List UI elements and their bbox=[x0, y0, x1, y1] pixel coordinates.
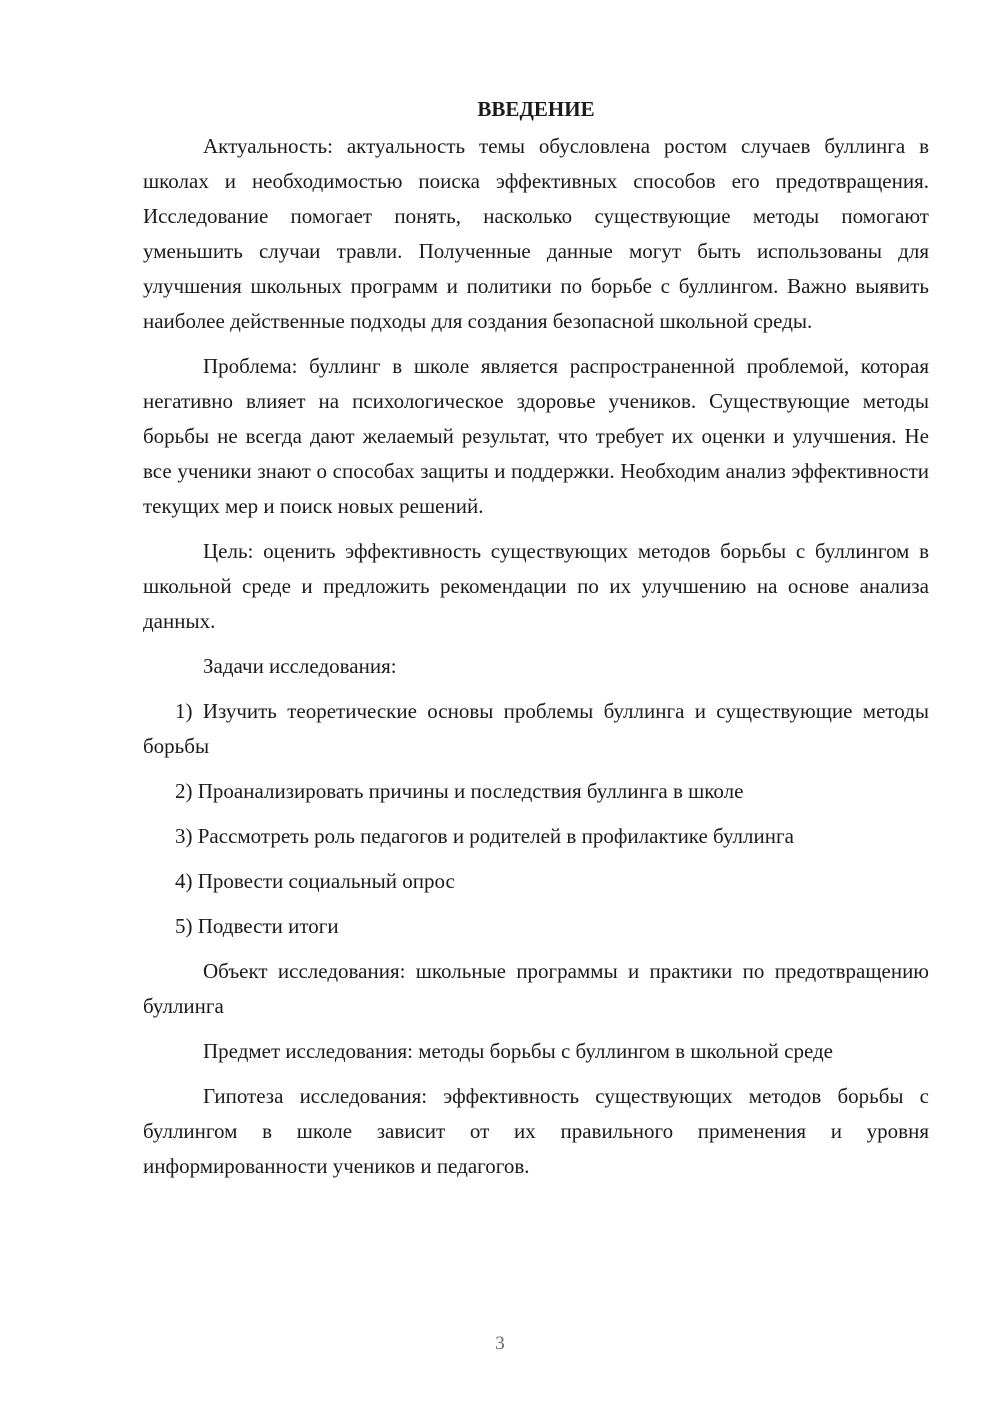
paragraph-problem: Проблема: буллинг в школе является распространенной проблемой, которая негативно влияет на психологическое здоровье учеников. Существующие методы борьбы не всегда дают желаемый результат, что требует их оценки и улучшения. Не все ученики знают о способах защиты и поддержки. Необходим анализ эффективности текущих мер и поиск новых решений. bbox=[143, 354, 929, 518]
section-heading: ВВЕДЕНИЕ bbox=[477, 97, 595, 121]
paragraph-subject: Предмет исследования: методы борьбы с буллингом в школьной среде bbox=[203, 1039, 833, 1063]
task-item-4: 4) Провести социальный опрос bbox=[175, 869, 455, 893]
document-page bbox=[143, 92, 929, 1194]
paragraph-relevance: Актуальность: актуальность темы обусловлена ростом случаев буллинга в школах и необходимостью поиска эффективных способов его предотвращения. Исследование помогает понять, насколько существующие методы помогают уменьшить случаи травли. Полученные данные могут быть использованы для улучшения школьных программ и политики по борьбе с буллингом. Важно выявить наиболее действенные подходы для создания безопасной школьной среды. bbox=[143, 134, 929, 333]
tasks-heading: Задачи исследования: bbox=[203, 654, 397, 678]
page-number: 3 bbox=[495, 1333, 505, 1354]
paragraph-hypothesis: Гипотеза исследования: эффективность существующих методов борьбы с буллингом в школе зависит от их правильного применения и уровня информированности учеников и педагогов. bbox=[143, 1084, 929, 1178]
task-item-3: 3) Рассмотреть роль педагогов и родителей в профилактике буллинга bbox=[175, 824, 794, 848]
task-item-5: 5) Подвести итоги bbox=[175, 914, 339, 938]
task-item-2: 2) Проанализировать причины и последствия буллинга в школе bbox=[175, 779, 744, 803]
task-item-1: 1) Изучить теоретические основы проблемы буллинга и существующие методы борьбы bbox=[143, 699, 929, 758]
paragraph-goal: Цель: оценить эффективность существующих методов борьбы с буллингом в школьной среде и предложить рекомендации по их улучшению на основе анализа данных. bbox=[143, 539, 929, 633]
paragraph-object: Объект исследования: школьные программы и практики по предотвращению буллинга bbox=[143, 959, 929, 1018]
